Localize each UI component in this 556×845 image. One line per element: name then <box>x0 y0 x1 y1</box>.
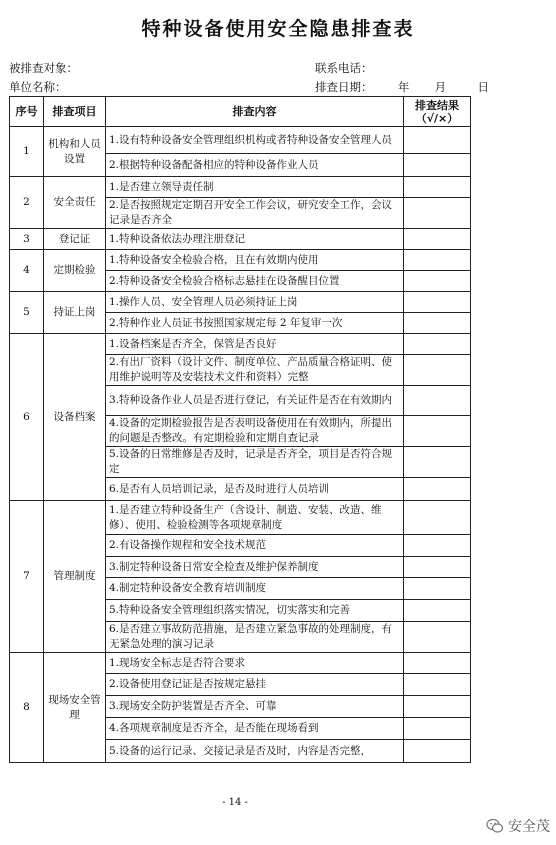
phone-label: 联系电话： <box>315 61 373 75</box>
result-cell[interactable] <box>404 292 471 313</box>
check-item: 5.设备的运行记录、交接记录是否及时，内容是否完整， <box>106 740 404 763</box>
section-num: 4 <box>10 250 44 292</box>
section-num: 6 <box>10 334 44 501</box>
unit-label: 单位名称： <box>9 80 67 94</box>
result-cell[interactable] <box>404 740 471 763</box>
result-cell[interactable] <box>404 154 471 177</box>
result-cell[interactable] <box>404 600 471 622</box>
check-item: 3.特种设备作业人员是否进行登记，有关证件是否在有效期内 <box>106 386 404 416</box>
check-item: 2.有出厂资料（设计文件、制度单位、产品质量合格证明、使用维护说明等及安装技术文件和资料）完整 <box>106 355 404 386</box>
check-item: 2.有设备操作规程和安全技术规范 <box>106 535 404 557</box>
result-cell[interactable] <box>404 447 471 478</box>
table-row <box>10 292 471 313</box>
result-cell[interactable] <box>404 416 471 447</box>
header-cat: 排查项目 <box>44 97 106 127</box>
section-category: 设备档案 <box>44 334 106 501</box>
result-cell[interactable] <box>404 718 471 740</box>
check-item: 2.设备使用登记证是否按规定悬挂 <box>106 674 404 696</box>
result-cell[interactable] <box>404 334 471 355</box>
unit-field <box>9 79 67 95</box>
table-header-row <box>10 97 471 127</box>
page-title: 特种设备使用安全隐患排查表 <box>141 18 415 40</box>
result-cell[interactable] <box>404 535 471 557</box>
check-item: 4.各项规章制度是否齐全，是否能在现场看到 <box>106 718 404 740</box>
date-label: 排查日期： <box>315 80 373 94</box>
section-num: 1 <box>10 127 44 177</box>
page-number: - 14 - <box>222 797 248 808</box>
check-item: 1.设有特种设备安全管理组织机构或者特种设备安全管理人员 <box>106 127 404 154</box>
watermark-text: 安全茂 <box>508 819 550 835</box>
phone-field <box>315 60 373 76</box>
date-day: 日 <box>477 80 489 94</box>
check-item: 4.设备的定期检验报告是否表明设备使用在有效期内，所提出的问题是否整改。有定期检验和定期自查记录 <box>106 416 404 447</box>
section-num: 8 <box>10 653 44 763</box>
table-row <box>10 653 471 674</box>
inspection-table <box>9 96 471 763</box>
table-row <box>10 177 471 198</box>
watermark <box>486 816 550 836</box>
result-cell[interactable] <box>404 177 471 198</box>
section-category: 安全责任 <box>44 177 106 229</box>
check-item: 5.设备的日常维修是否及时，记录是否齐全，项目是否符合规定 <box>106 447 404 478</box>
table-row <box>10 334 471 355</box>
target-field <box>9 60 78 76</box>
check-item: 1.现场安全标志是否符合要求 <box>106 653 404 674</box>
table-row <box>10 127 471 154</box>
section-num: 7 <box>10 501 44 653</box>
check-item: 1.特种设备依法办理注册登记 <box>106 229 404 250</box>
result-cell[interactable] <box>404 229 471 250</box>
result-cell[interactable] <box>404 696 471 718</box>
section-category: 管理制度 <box>44 501 106 653</box>
result-cell[interactable] <box>404 622 471 653</box>
result-cell[interactable] <box>404 127 471 154</box>
result-cell[interactable] <box>404 674 471 696</box>
result-cell[interactable] <box>404 198 471 229</box>
check-item: 1.是否建立领导责任制 <box>106 177 404 198</box>
result-cell[interactable] <box>404 557 471 578</box>
result-cell[interactable] <box>404 355 471 386</box>
check-item: 2.是否按照规定定期召开安全工作会议，研究安全工作，会议记录是否齐全 <box>106 198 404 229</box>
date-year: 年 <box>397 80 410 94</box>
check-item: 2.特种设备安全检验合格标志悬挂在设备醒目位置 <box>106 271 404 292</box>
section-category: 现场安全管理 <box>44 653 106 763</box>
check-item: 4.制定特种设备安全教育培训制度 <box>106 578 404 600</box>
result-cell[interactable] <box>404 653 471 674</box>
section-num: 5 <box>10 292 44 334</box>
table-row <box>10 250 471 271</box>
check-item: 2.特种作业人员证书按照国家规定每 2 年复审一次 <box>106 313 404 334</box>
target-label: 被排查对象： <box>9 61 78 75</box>
section-category: 定期检验 <box>44 250 106 292</box>
check-item: 1.设备档案是否齐全，保管是否良好 <box>106 334 404 355</box>
check-item: 2.根据特种设备配备相应的特种设备作业人员 <box>106 154 404 177</box>
result-cell[interactable] <box>404 578 471 600</box>
header-result: 排查结果（√/×） <box>404 97 471 127</box>
date-month: 月 <box>434 80 447 94</box>
header-num: 序号 <box>10 97 44 127</box>
result-cell[interactable] <box>404 501 471 535</box>
section-category: 登记证 <box>44 229 106 250</box>
result-cell[interactable] <box>404 478 471 501</box>
date-field <box>315 79 489 95</box>
check-item: 5.特种设备安全管理组织落实情况，切实落实和完善 <box>106 600 404 622</box>
check-item: 1.是否建立特种设备生产（含设计、制造、安装、改造、维修）、使用、检验检测等各项规章制度 <box>106 501 404 535</box>
wechat-icon <box>486 817 504 835</box>
result-cell[interactable] <box>404 313 471 334</box>
check-item: 1.操作人员、安全管理人员必须持证上岗 <box>106 292 404 313</box>
check-item: 3.现场安全防护装置是否齐全、可靠 <box>106 696 404 718</box>
section-num: 3 <box>10 229 44 250</box>
section-category: 持证上岗 <box>44 292 106 334</box>
result-cell[interactable] <box>404 250 471 271</box>
result-cell[interactable] <box>404 271 471 292</box>
result-cell[interactable] <box>404 386 471 416</box>
table-row <box>10 501 471 535</box>
table-row <box>10 229 471 250</box>
check-item: 6.是否有人员培训记录，是否及时进行人员培训 <box>106 478 404 501</box>
header-content: 排查内容 <box>106 97 404 127</box>
table-body <box>10 127 471 763</box>
section-category: 机构和人员设置 <box>44 127 106 177</box>
check-item: 3.制定特种设备日常安全检查及维护保养制度 <box>106 557 404 578</box>
check-item: 6.是否建立事故防范措施，是否建立紧急事故的处理制度，有无紧急处理的演习记录 <box>106 622 404 653</box>
check-item: 1.特种设备安全检验合格，且在有效期内使用 <box>106 250 404 271</box>
section-num: 2 <box>10 177 44 229</box>
